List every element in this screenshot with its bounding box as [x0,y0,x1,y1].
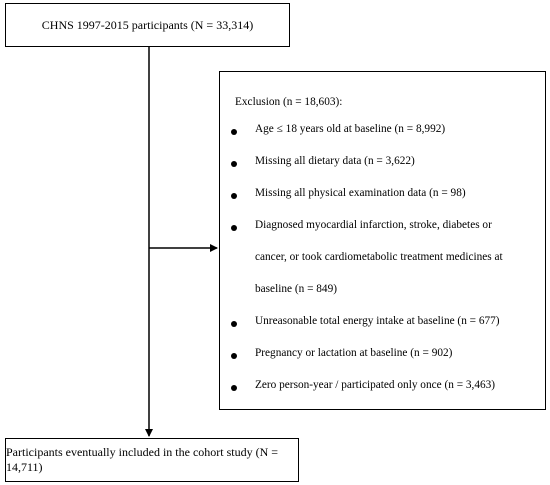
exclusion-item-line: baseline (n = 849) [255,283,337,295]
exclusion-item-line: Missing all physical examination data (n = 98) [255,187,466,199]
bullet-icon [231,161,237,167]
exclusion-item-line: Age ≤ 18 years old at baseline (n = 8,992) [255,123,446,135]
exclusion-title: Exclusion (n = 18,603): [235,96,343,108]
participants-final-box [5,438,299,482]
bullet-icon [231,193,237,199]
exclusion-item-line: Pregnancy or lactation at baseline (n = 902) [255,347,453,359]
bullet-icon [231,385,237,391]
exclusion-item-line: Unreasonable total energy intake at baseline (n = 677) [255,315,500,327]
participants-final-text: Participants eventually included in the cohort study (N = 14,711) [6,445,279,474]
participants-start-text: CHNS 1997-2015 participants (N = 33,314) [41,17,254,32]
exclusion-item-line: Diagnosed myocardial infarction, stroke, diabetes or [255,219,492,231]
exclusion-box [219,71,546,410]
bullet-icon [231,353,237,359]
exclusion-item-line: cancer, or took cardiometabolic treatment medicines at [255,251,503,263]
bullet-icon [231,225,237,231]
participants-start-box [5,3,290,47]
bullet-icon [231,321,237,327]
exclusion-item-line: Zero person-year / participated only once (n = 3,463) [255,379,496,391]
bullet-icon [231,129,237,135]
exclusion-item-line: Missing all dietary data (n = 3,622) [255,155,415,167]
